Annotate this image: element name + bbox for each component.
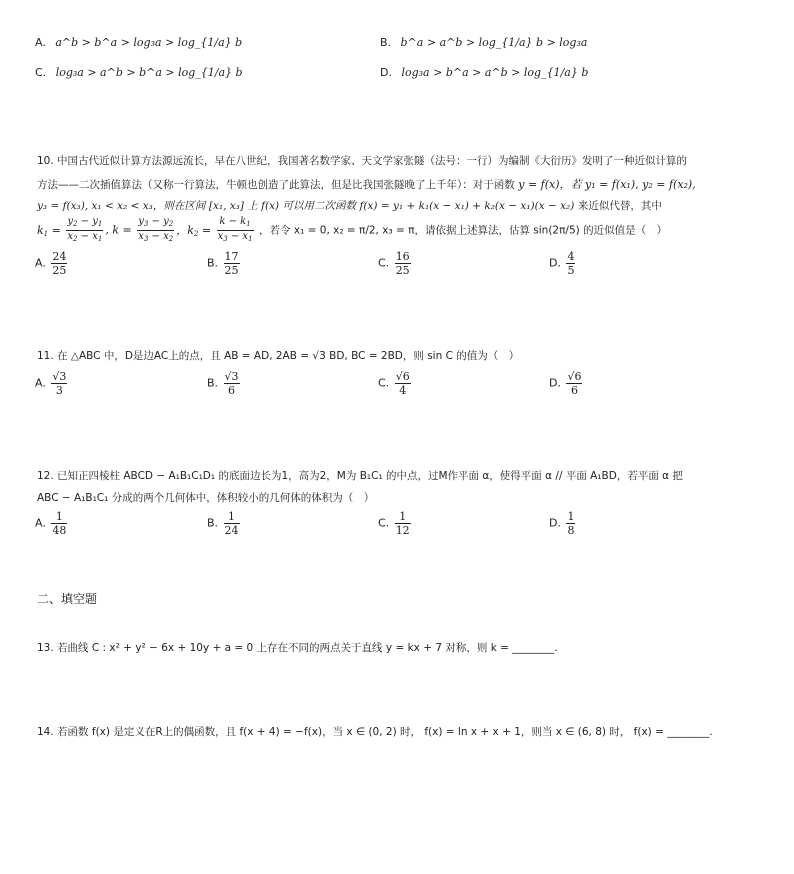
- q12-option-d: [549, 510, 577, 537]
- q12-option-c-label: C.: [378, 516, 390, 530]
- q10-option-a-num: 24: [52, 250, 67, 263]
- q10-line2-math: y = f(x)，若 y₁ = f(x₁), y₂ = f(x₂),: [518, 178, 696, 191]
- q12-option-b: [207, 510, 242, 537]
- q12-option-d-label: D.: [549, 516, 561, 530]
- q11-option-c-num: √6: [395, 370, 410, 383]
- q12-option-d-num: 1: [567, 510, 575, 523]
- q12-option-a-num: 1: [51, 510, 67, 524]
- q11-option-a-num: √3: [52, 370, 67, 383]
- q11-option-b: [207, 370, 242, 397]
- q12-option-d-den: 8: [567, 524, 575, 537]
- q12-option-a: [35, 510, 69, 537]
- q10-option-c-num: 16: [395, 250, 410, 263]
- q12-option-c-den: 12: [395, 524, 410, 537]
- q11-option-a-den: 3: [55, 384, 63, 397]
- q9-option-a-label: A.: [35, 36, 46, 49]
- section-title-fill-in: 二、填空题: [37, 592, 98, 606]
- q14-stem: 14. 若函数 f(x) 是定义在R上的偶函数，且 f(x + 4) = −f(x)，当 x ∈ (0, 2) 时， f(x) = ln x + x + 1，则当 x ∈ (6, 8) 时， f(x) = ________.: [37, 726, 713, 738]
- q11-option-b-label: B.: [207, 376, 219, 390]
- q10-line3-b: [x₁, x₃] 上 f(x) 可以用二次函数: [208, 200, 356, 212]
- q9-option-b-expr: b^a > a^b > log_{1/a} b > log₃a: [400, 36, 588, 49]
- q11-option-a-label: A.: [35, 376, 46, 390]
- q11-option-d-label: D.: [549, 376, 561, 390]
- q10-line3: [37, 198, 662, 213]
- q9-option-c: [35, 66, 243, 79]
- q10-option-c: [378, 250, 413, 277]
- q10-option-a-label: A.: [35, 256, 46, 270]
- q10-line2: [37, 176, 696, 192]
- q12-line1: 12. 已知正四棱柱 ABCD − A₁B₁C₁D₁ 的底面边长为1，高为2，M为 B₁C₁ 的中点，过M作平面 α，使得平面 α // 平面 A₁BD，若平面 α 把: [37, 470, 683, 482]
- q12-line2: ABC − A₁B₁C₁ 分成的两个几何体中，体积较小的几何体的体积为（ ）: [37, 492, 375, 504]
- q9-option-c-expr: log₃a > a^b > b^a > log_{1/a} b: [55, 66, 243, 79]
- q9-option-c-label: C.: [35, 66, 47, 79]
- q10-line3-a: y₃ = f(x₃), x₁ < x₂ < x₃，则在区间: [37, 200, 206, 212]
- q12-option-b-den: 24: [224, 524, 239, 537]
- q10-option-d: [549, 250, 577, 277]
- q9-option-a-expr: a^b > b^a > log₃a > log_{1/a} b: [55, 36, 243, 49]
- q10-option-d-label: D.: [549, 256, 561, 270]
- q12-option-a-den: 48: [52, 524, 67, 537]
- q11-option-d-den: 6: [570, 384, 578, 397]
- q11-option-c-label: C.: [378, 376, 390, 390]
- q9-option-d-label: D.: [380, 66, 392, 79]
- q10-line4-tail: ，若令 x₁ = 0, x₂ = π/2, x₃ = π，请依据上述算法，估算 sin(2π/5) 的近似值是（ ）: [259, 224, 668, 237]
- q9-option-a: [35, 36, 242, 49]
- q9-option-b-label: B.: [380, 36, 392, 49]
- q10-line3-c: f(x) = y₁ + k₁(x − x₁) + k₂(x − x₁)(x − x₂): [359, 200, 575, 212]
- q10-option-c-label: C.: [378, 256, 390, 270]
- q10-option-b-label: B.: [207, 256, 219, 270]
- q10-line2-text: 方法——二次插值算法（又称一行算法，牛顿也创造了此算法，但是比我国张隧晚了上千年）：对于函数: [37, 179, 515, 191]
- q11-option-d-num: √6: [567, 370, 582, 383]
- q10-option-a: [35, 250, 69, 277]
- q12-option-c: [378, 510, 413, 537]
- q10-option-b-den: 25: [224, 264, 239, 277]
- q10-option-b: [207, 250, 242, 277]
- q10-option-b-num: 17: [224, 250, 239, 263]
- q11-option-b-num: √3: [224, 370, 239, 383]
- q9-option-d: [380, 66, 588, 79]
- q12-option-c-num: 1: [395, 510, 411, 524]
- q9-option-b: [380, 36, 587, 49]
- q11-option-c: [378, 370, 413, 397]
- q11-option-d: [549, 370, 584, 397]
- q10-line4: $k_1$ = $\frac{y_2 - y_1}{x_2 - x_1}$ , k = $\frac{y_3 - y_2}{x_3 - x_2}$ ，$k_2$ = $\frac{k - k_1}{x_3 - x_1}$ ，若令 x₁ = 0, x₂ = π/2, x₃ = π，请依据上述算法，估算 sin(2π/5) 的近似值是（ ）: [37, 216, 668, 243]
- q10-line3-d: 来近似代替，其中: [577, 200, 662, 212]
- q10-option-d-den: 5: [567, 264, 575, 277]
- q12-option-b-num: 1: [224, 510, 240, 524]
- q12-option-b-label: B.: [207, 516, 219, 530]
- q11-stem: 11. 在 △ABC 中，D是边AC上的点，且 AB = AD, 2AB = √3 BD, BC = 2BD，则 sin C 的值为（ ）: [37, 350, 520, 362]
- q11-option-c-den: 4: [399, 384, 407, 397]
- q10-option-c-den: 25: [395, 264, 410, 277]
- q9-option-d-expr: log₃a > b^a > a^b > log_{1/a} b: [401, 66, 589, 79]
- q12-option-a-label: A.: [35, 516, 46, 530]
- q13-stem: 13. 若曲线 C : x² + y² − 6x + 10y + a = 0 上存在不同的两点关于直线 y = kx + 7 对称，则 k = ________.: [37, 642, 558, 654]
- q10-line1: 10. 中国古代近似计算方法源远流长，早在八世纪，我国著名数学家、天文学家张隧（法号：一行）为编制《大衍历》发明了一种近似计算的: [37, 155, 688, 167]
- q11-option-b-den: 6: [228, 384, 236, 397]
- q11-option-a: [35, 370, 69, 397]
- q10-option-d-num: 4: [567, 250, 575, 263]
- q10-option-a-den: 25: [52, 264, 67, 277]
